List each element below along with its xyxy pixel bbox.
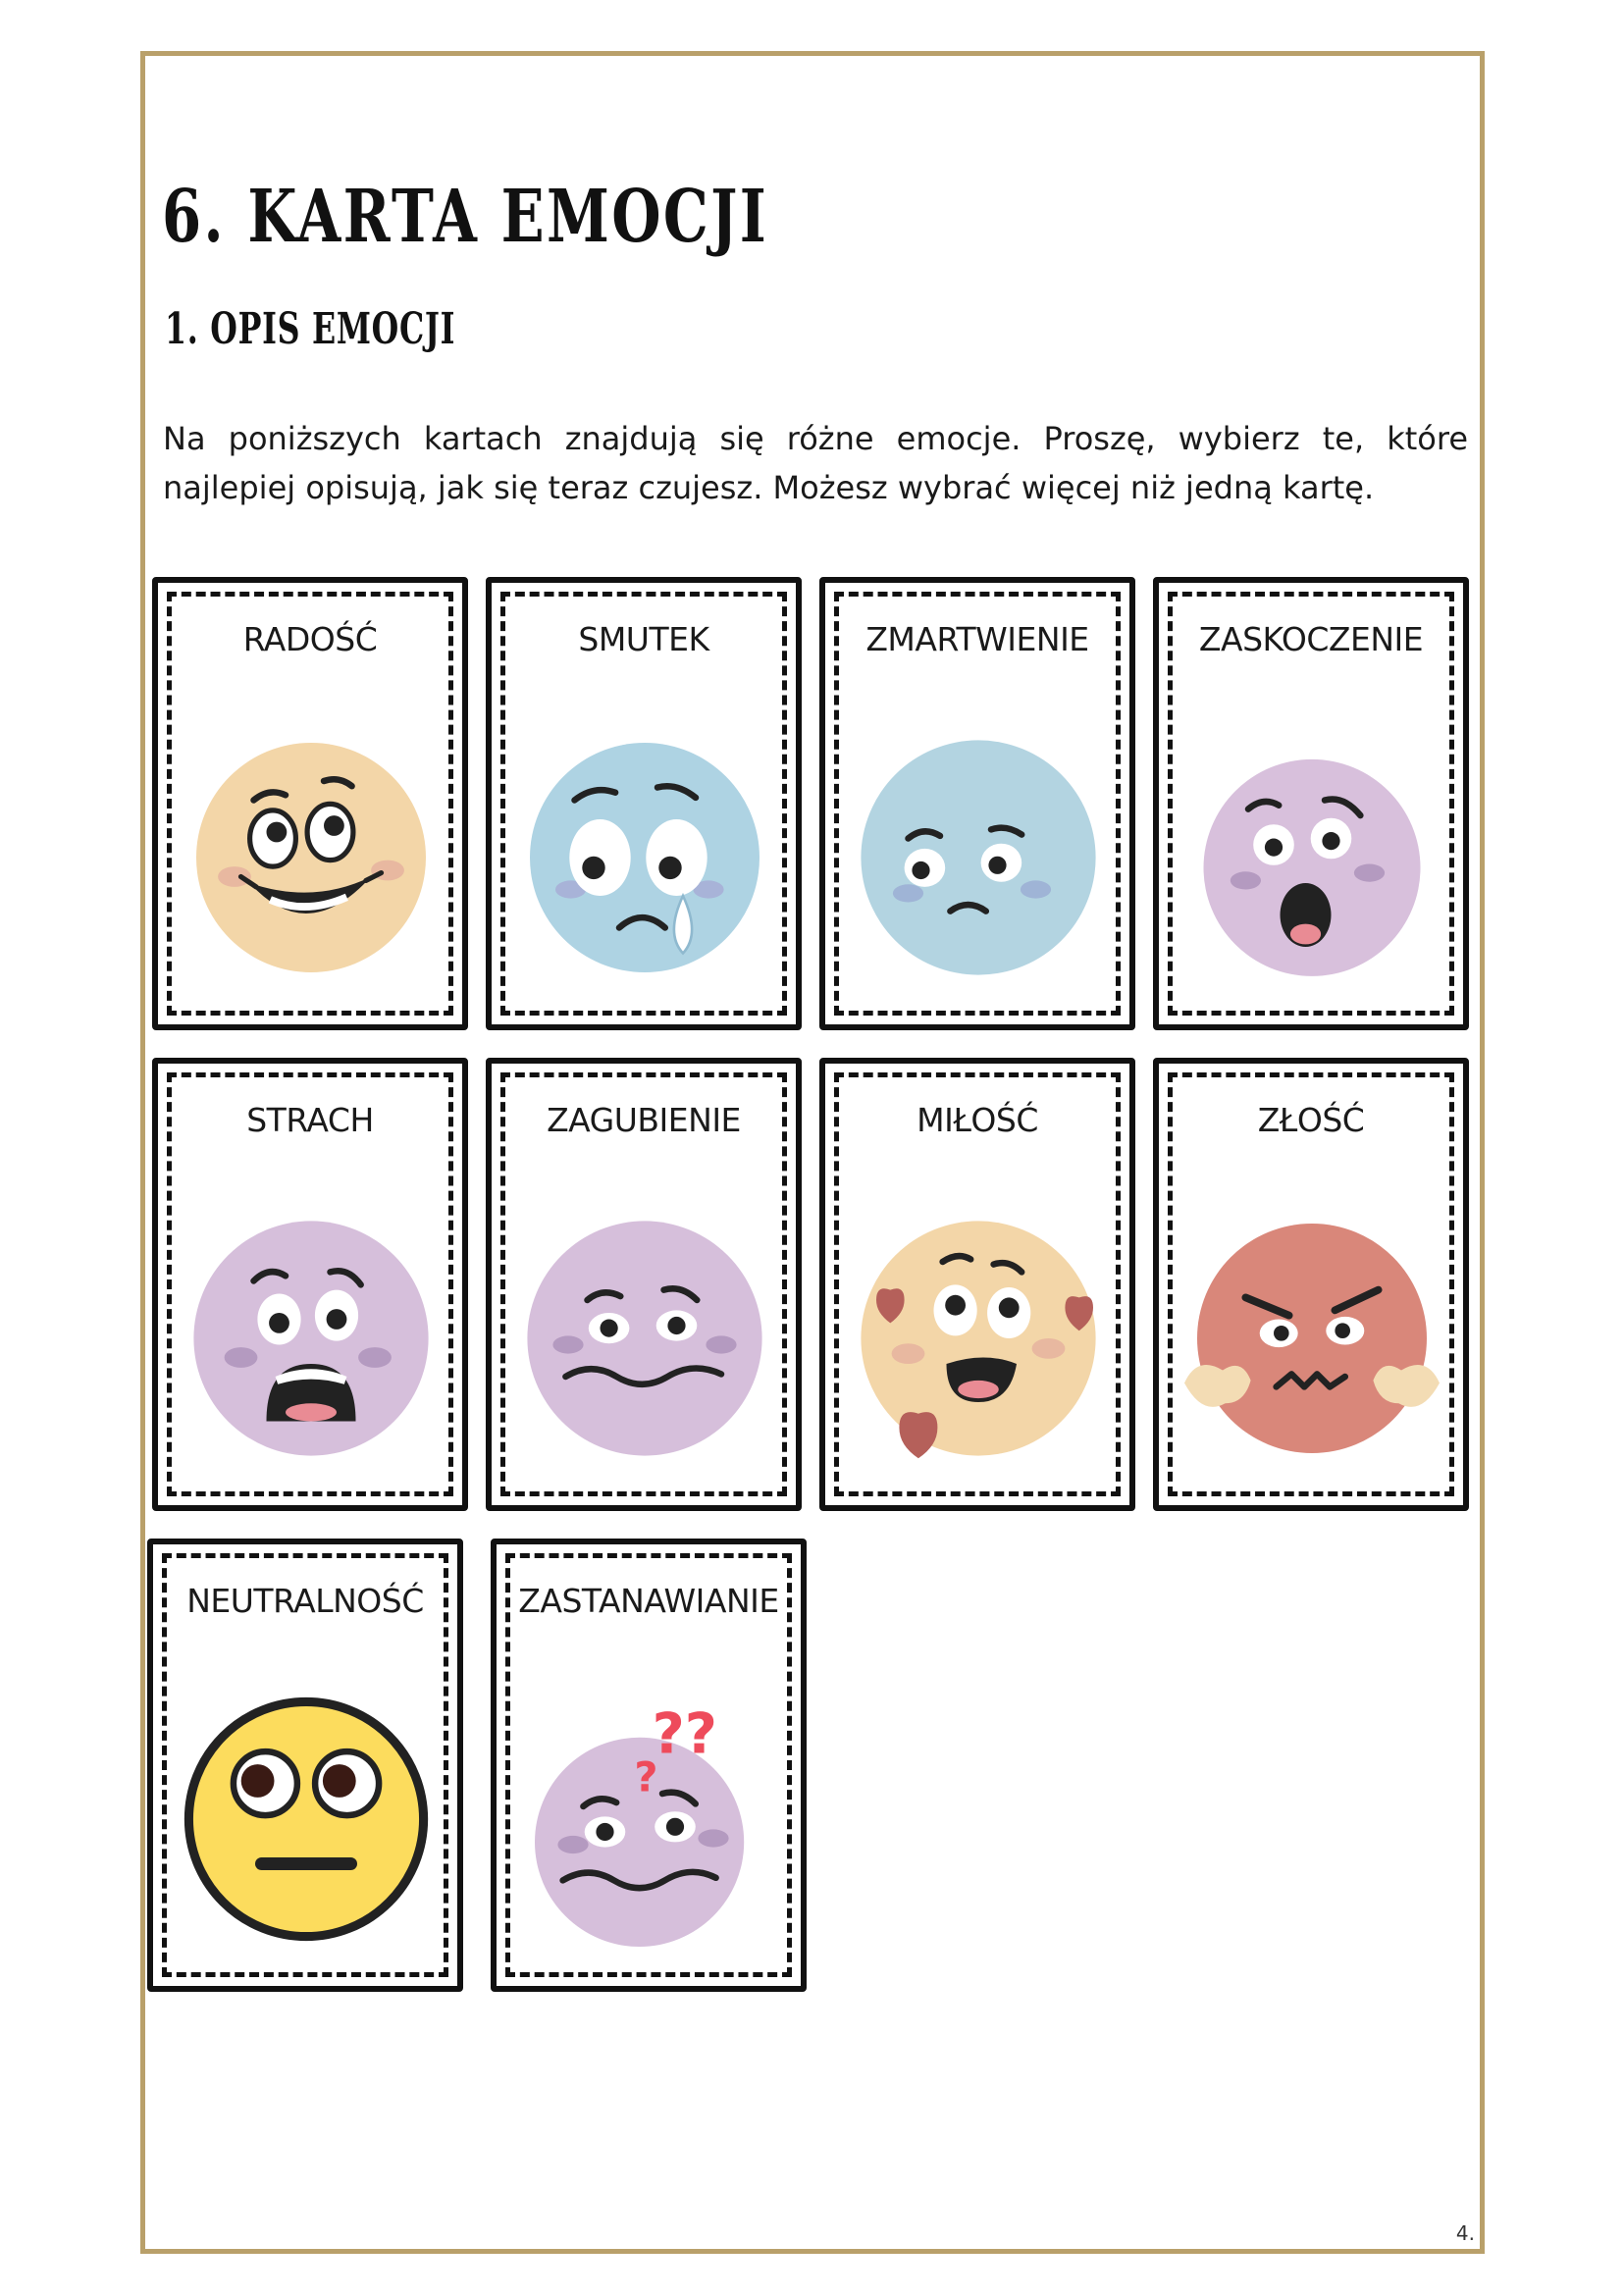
emotion-card-neutralnosc[interactable]: [147, 1539, 463, 1992]
emotion-card-radosc[interactable]: [152, 577, 468, 1030]
emotion-card-zlosc[interactable]: [1153, 1058, 1469, 1511]
page-number: 4.: [1455, 2221, 1475, 2245]
love-face-icon: [851, 1211, 1106, 1466]
card-label: ZŁOŚĆ: [1257, 1101, 1365, 1139]
card-label: SMUTEK: [578, 620, 709, 658]
neutral-face-icon: [179, 1692, 434, 1947]
joy-face-icon: [183, 730, 439, 985]
angry-face-icon: [1184, 1211, 1440, 1466]
section-subtitle: 1. OPIS EMOCJI: [165, 304, 456, 354]
card-label: ZASKOCZENIE: [1198, 620, 1424, 658]
emotion-card-strach[interactable]: [152, 1058, 468, 1511]
intro-paragraph: Na poniższych kartach znajdują się różne emocje. Proszę, wybierz te, które najlepiej opisują, jak się teraz czujesz. Możesz wybrać więcej niż jedną kartę.: [163, 420, 1468, 506]
card-label: ZASTANAWIANIE: [518, 1582, 779, 1620]
page-title: 6. KARTA EMOCJI: [162, 175, 769, 259]
card-label: NEUTRALNOŚĆ: [186, 1582, 424, 1620]
emotion-card-zastanawianie[interactable]: [491, 1539, 807, 1992]
lost-face-icon: [517, 1211, 772, 1466]
emotion-card-zaskoczenie[interactable]: [1153, 577, 1469, 1030]
emotion-card-milosc[interactable]: [819, 1058, 1135, 1511]
sad-face-icon: [517, 730, 772, 985]
svg-text:?: ?: [634, 1752, 658, 1801]
card-label: ZMARTWIENIE: [865, 620, 1089, 658]
worried-face-icon: [851, 730, 1106, 985]
emotion-card-smutek[interactable]: [486, 577, 802, 1030]
card-label: STRACH: [246, 1101, 374, 1139]
emotion-card-zagubienie[interactable]: [486, 1058, 802, 1511]
card-label: RADOŚĆ: [242, 620, 378, 658]
card-label: ZAGUBIENIE: [547, 1101, 741, 1139]
fear-face-icon: [183, 1211, 439, 1466]
svg-text:??: ??: [652, 1701, 717, 1767]
surprised-face-icon: [1184, 730, 1440, 985]
card-label: MIŁOŚĆ: [917, 1101, 1038, 1139]
thinking-face-icon: [522, 1692, 777, 1947]
emotion-card-zmartwienie[interactable]: [819, 577, 1135, 1030]
